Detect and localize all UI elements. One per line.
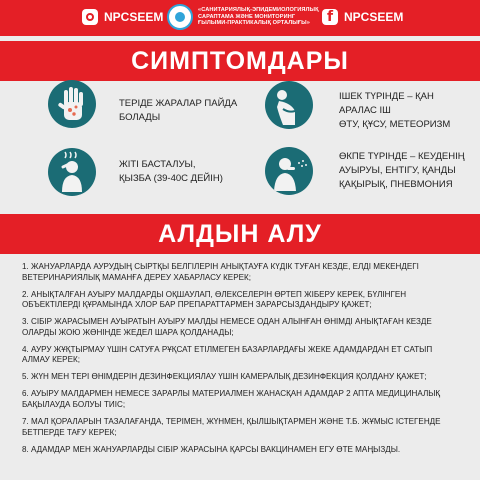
symptom-3-line-2: ҚЫЗБА (39-40С ДЕЙІН) (119, 173, 223, 184)
list-item-line: ОЛАРДЫ ЖОЮ ЖӨНІНДЕ ЖЕДЕЛ ШАРА ҚОЛДАНАДЫ; (22, 327, 234, 337)
list-item-line: АЛМАУ КЕРЕК; (22, 355, 80, 365)
list-item-line: БАҚЫЛАУДА БОЛУЫ ТИІС; (22, 399, 126, 409)
org-line-1: «САНИТАРИЯЛЫҚ-ЭПИДЕМИОЛОГИЯЛЫҚ (198, 7, 319, 14)
symptom-2-line-1: ІШЕК ТҮРІНДЕ – ҚАН АРАЛАС ІШ (339, 91, 434, 116)
list-item-line: 1. ЖАНУАРЛАРДА АУРУДЫҢ СЫРТҚЫ БЕЛГІЛЕРІН АНЫҚТАУҒА КҮДІК ТУҒАН КЕЗДЕ, ЕЛДІ МЕКЕНДЕГІ (22, 262, 419, 271)
emblem-icon (167, 4, 193, 30)
organization-logo (167, 4, 319, 30)
org-line-2: САРАПТАМА ЖӘНЕ МОНИТОРИНГ (198, 13, 296, 20)
organization-name (198, 7, 319, 27)
list-item-line: ВЕТЕРИНАРИЯЛЫҚ МАМАНҒА ДЕРЕУ ХАБАРЛАСУ КЕРЕК; (22, 272, 251, 282)
symptom-intestinal (339, 90, 474, 132)
symptom-skin-lesions (119, 97, 259, 125)
skin-lesion-hand-icon (48, 80, 96, 128)
list-item (22, 290, 462, 311)
facebook-handle: NPCSEEM (344, 10, 404, 24)
symptom-2-line-2: ӨТУ, ҚҰСУ, МЕТЕОРИЗМ (339, 119, 451, 130)
top-banner (0, 0, 480, 36)
list-item (22, 417, 462, 438)
prevention-heading (0, 214, 480, 254)
list-item (22, 262, 462, 283)
list-item-line: ОБЪЕКТІЛЕРДІ ҚҰРАМЫНДА ХЛОР БАР ПРЕПАРАТТАРМЕН ЗАРАРСЫЗДАНДЫРУ ҚАЖЕТ; (22, 300, 372, 310)
prevention-list (22, 262, 462, 462)
org-line-3: ҒЫЛЫМИ-ПРАКТИКАЛЫҚ ОРТАЛЫҒЫ» (198, 20, 310, 27)
symptom-pulmonary (339, 150, 479, 192)
instagram-link[interactable] (82, 9, 163, 25)
symptom-1-line-1: ТЕРІДЕ ЖАРАЛАР ПАЙДА БОЛАДЫ (119, 98, 238, 123)
symptom-4-line-3: ҚАҚЫРЫҚ, ПНЕВМОНИЯ (339, 179, 453, 190)
instagram-icon (82, 9, 98, 25)
symptoms-heading (0, 41, 480, 81)
symptom-4-line-2: АУЫРУЫ, ЕНТІГУ, ҚАНДЫ (339, 165, 456, 176)
list-item (22, 389, 462, 410)
symptom-4-line-1: ӨКПЕ ТҮРІНДЕ – КЕУДЕНІҢ (339, 151, 465, 162)
instagram-handle: NPCSEEM (104, 10, 164, 24)
facebook-link[interactable] (322, 9, 403, 25)
list-item-line: 8. АДАМДАР МЕН ЖАНУАРЛАРДЫ СІБІР ЖАРАСЫНА ҚАРСЫ ВАКЦИНАМЕН ЕГУ ӨТЕ МАҢЫЗДЫ. (22, 444, 401, 454)
list-item-line: 5. ЖҮН МЕН ТЕРІ ӨНІМДЕРІН ДЕЗИНФЕКЦИЯЛАУ ҮШІН КАМЕРАЛЫҚ ДЕЗИНФЕКЦИЯ ҚОЛДАНУ ҚАЖЕТ; (22, 372, 427, 382)
list-item (22, 345, 462, 366)
symptom-3-line-1: ЖІТІ БАСТАЛУЫ, (119, 159, 196, 170)
list-item-line: 6. АУЫРУ МАЛДАРМЕН НЕМЕСЕ ЗАРАРЛЫ МАТЕРИАЛМЕН ЖАНАСҚАН АДАМДАР 2 АПТА МЕДИЦИНАЛЫҚ (22, 389, 441, 399)
list-item-line: 4. АУРУ ЖҰҚТЫРМАУ ҮШІН САТУҒА РҰҚСАТ ЕТІЛМЕГЕН БАЗАРЛАРДАҒЫ ЖЕКЕ АДАМДАРДАН ЕТ САТЫП (22, 344, 433, 354)
facebook-icon: f (322, 9, 338, 25)
list-item (22, 445, 462, 456)
list-item-line: 3. СІБІР ЖАРАСЫМЕН АУЫРАТЫН АУЫРУ МАЛДЫ НЕМЕСЕ ОДАН АЛЫНҒАН ӨНІМДІ АНЫҚТАҒАН КЕЗДЕ (22, 317, 432, 327)
coughing-person-icon (265, 147, 313, 195)
symptoms-title: СИМПТОМДАРЫ (131, 46, 349, 75)
stomach-pain-icon (265, 81, 313, 129)
fever-icon (48, 148, 96, 196)
prevention-title: АЛДЫН АЛУ (158, 219, 322, 248)
list-item (22, 372, 462, 383)
list-item-line: 7. МАЛ ҚОРАЛАРЫН ТАЗАЛАҒАНДА, ТЕРІМЕН, ЖҮНМЕН, ҚЫЛШЫҚТАРМЕН ЖӘНЕ Т.Б. ЖҰМЫС ІСТЕГЕНДЕ (22, 417, 441, 427)
list-item-line: БЕТПЕРДЕ ТАҒУ КЕРЕК; (22, 427, 117, 437)
list-item-line: 2. АНЫҚТАЛҒАН АУЫРУ МАЛДАРДЫ ОҚШАУЛАП, ӨЛЕКСЕЛЕРІН ӨРТЕП ЖІБЕРУ КЕРЕК, БҮЛІНГЕН (22, 289, 407, 299)
symptom-fever (119, 158, 259, 186)
list-item (22, 317, 462, 338)
